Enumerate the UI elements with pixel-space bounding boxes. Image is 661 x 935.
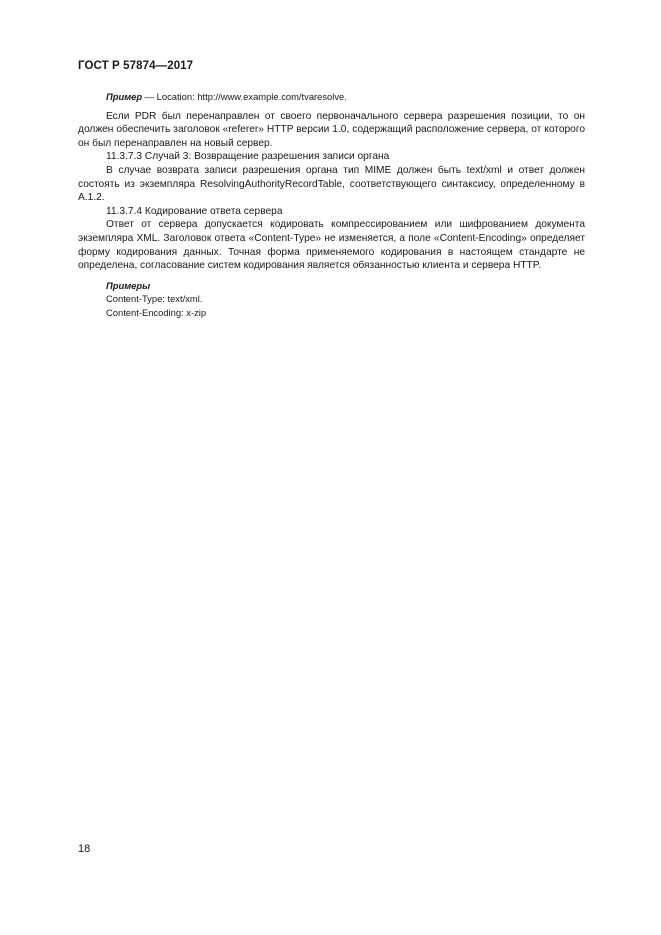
paragraph-mime: В случае возврата записи разрешения органа тип MIME должен быть text/xml и ответ должен состоять из экземпляра ResolvingAuthorityRecordTable, соответствующего синтаксису, определенному в А.1.2.	[78, 164, 585, 204]
document-header: ГОСТ Р 57874—2017	[78, 60, 194, 72]
examples-label: Примеры	[106, 279, 151, 291]
example-location	[78, 90, 585, 104]
page-number: 18	[78, 843, 91, 855]
section-heading-11-3-7-4: 11.3.7.4 Кодирование ответа сервера	[106, 205, 283, 217]
example-text: — Location: http://www.example.com/tvaresolve.	[142, 91, 347, 102]
page-content	[78, 90, 585, 320]
section-heading-11-3-7-3: 11.3.7.3 Случай 3: Возвращение разрешения записи органа	[106, 151, 390, 163]
example-label: Пример	[106, 91, 143, 102]
paragraph-referer: Если PDR был перенаправлен от своего первоначального сервера разрешения позиции, то он должен обеспечить заголовок «referer» HTTP версии 1.0, содержащий расположение сервера, от которого он был перенаправлен на новый сервер.	[78, 110, 585, 149]
paragraph-encoding: Ответ от сервера допускается кодировать компрессированием или шифрованием документа экземпляра XML. Заголовок ответа «Content-Type» не изменяется, а поле «Content-Encoding» определяет форму кодирования данных. Точная форма применяемого кодирования в настоящем стандарте не определена, согласование систем кодирования является обязанностью клиента и сервера HTTP.	[78, 219, 585, 272]
example-content-type: Content-Type: text/xml.	[106, 293, 203, 305]
example-content-encoding: Content-Encoding: x-zip	[106, 306, 207, 318]
